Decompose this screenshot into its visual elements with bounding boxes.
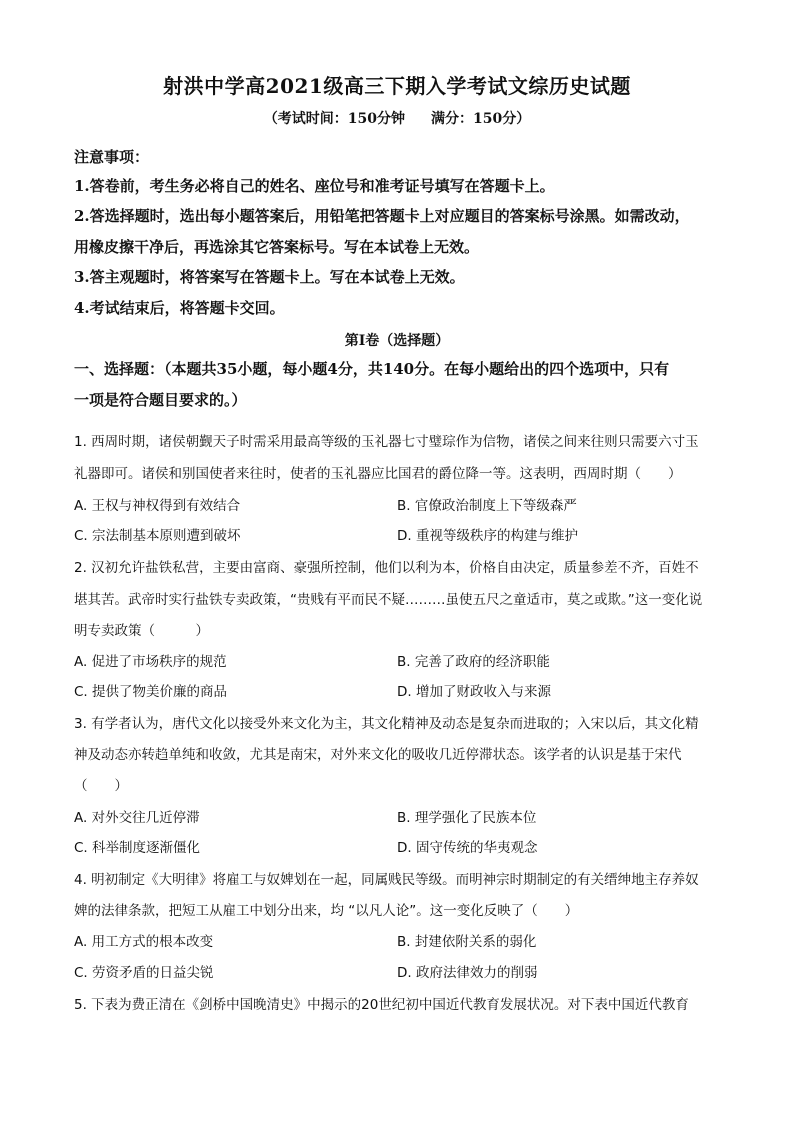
note-2b: 用橡皮擦干净后，再选涂其它答案标号。写在本试卷上无效。 — [74, 238, 480, 256]
section-instr-b: 一项是符合题目要求的。） — [74, 391, 247, 409]
q3-stem-3: （ ） — [74, 778, 128, 794]
q4-stem-2: 婢的法律条款，把短工从雇工中划分出来，均 “以凡人论”。这一变化反映了（ ） — [74, 903, 579, 919]
exam-score: 满分：150分） — [431, 111, 531, 127]
q4-option-a: A. 用工方式的根本改变 — [74, 934, 214, 950]
q1-option-b: B. 官僚政治制度上下等级森严 — [397, 498, 577, 514]
q2-option-a: A. 促进了市场秩序的规范 — [74, 654, 227, 670]
q3-option-a: A. 对外交往几近停滞 — [74, 810, 200, 826]
q2-option-c: C. 提供了物美价廉的商品 — [74, 684, 228, 700]
q1-stem-2: 礼器即可。诸侯和别国使者来往时，使者的玉礼器应比国君的爵位降一等。这表明，西周时期（ ） — [74, 466, 682, 482]
q3-stem-2: 神及动态亦转趋单纯和收敛，尤其是南宋，对外来文化的吸收几近停滞状态。该学者的认识是基于宋代 — [74, 747, 682, 763]
note-1: 1.答卷前，考生务必将自己的姓名、座位号和准考证号填写在答题卡上。 — [74, 177, 555, 195]
q2-stem-1: 2. 汉初允许盐铁私营，主要由富商、豪强所控制，他们以利为本，价格自由决定，质量参差不齐，百姓不 — [74, 560, 699, 576]
q1-stem-1: 1. 西周时期，诸侯朝觐天子时需采用最高等级的玉礼器七寸璧琮作为信物，诸侯之间来往则只需要六寸玉 — [74, 434, 699, 450]
q4-option-d: D. 政府法律效力的削弱 — [397, 965, 538, 981]
note-3: 3.答主观题时，将答案写在答题卡上。写在本试卷上无效。 — [74, 268, 465, 286]
notes-heading: 注意事项： — [74, 148, 150, 166]
section-instr-a: 一、选择题：（本题共35小题，每小题4分，共140分。在每小题给出的四个选项中，只有 — [74, 360, 670, 378]
q3-option-c: C. 科举制度逐渐僵化 — [74, 840, 201, 856]
note-2a: 2.答选择题时，选出每小题答案后，用铅笔把答题卡上对应题目的答案标号涂黑。如需改动， — [74, 207, 690, 225]
note-4: 4.考试结束后，将答题卡交回。 — [74, 299, 285, 317]
exam-time: （考试时间：150分钟 — [263, 111, 405, 127]
q5-stem-1: 5. 下表为费正清在《剑桥中国晚清史》中揭示的20世纪初中国近代教育发展状况。对下表中国近代教育 — [74, 997, 689, 1013]
q1-option-d: D. 重视等级秩序的构建与维护 — [397, 528, 578, 544]
exam-title: 射洪中学高2021级高三下期入学考试文综历史试题 — [163, 74, 631, 98]
q4-stem-1: 4. 明初制定《大明律》将雇工与奴婢划在一起，同属贱民等级。而明神宗时期制定的有关缙绅地主存养奴 — [74, 872, 699, 888]
section-title: 第Ⅰ卷（选择题） — [344, 333, 450, 349]
q2-stem-3: 明专卖政策（ ） — [74, 623, 209, 639]
q2-stem-2: 堪其苦。武帝时实行盐铁专卖政策，“贵贱有平而民不疑………虽使五尺之童适市，莫之或欺。”这一变化说 — [74, 592, 703, 608]
q4-option-c: C. 劳资矛盾的日益尖锐 — [74, 965, 214, 981]
q3-option-b: B. 理学强化了民族本位 — [397, 810, 537, 826]
q4-option-b: B. 封建依附关系的弱化 — [397, 934, 537, 950]
q3-option-d: D. 固守传统的华夷观念 — [397, 840, 538, 856]
q1-option-c: C. 宗法制基本原则遭到破坏 — [74, 528, 241, 544]
exam-info — [0, 108, 794, 128]
q2-option-b: B. 完善了政府的经济职能 — [397, 654, 550, 670]
q1-option-a: A. 王权与神权得到有效结合 — [74, 498, 241, 514]
q3-stem-1: 3. 有学者认为，唐代文化以接受外来文化为主，其文化精神及动态是复杂而进取的；入宋以后，其文化精 — [74, 716, 699, 732]
q2-option-d: D. 增加了财政收入与来源 — [397, 684, 551, 700]
